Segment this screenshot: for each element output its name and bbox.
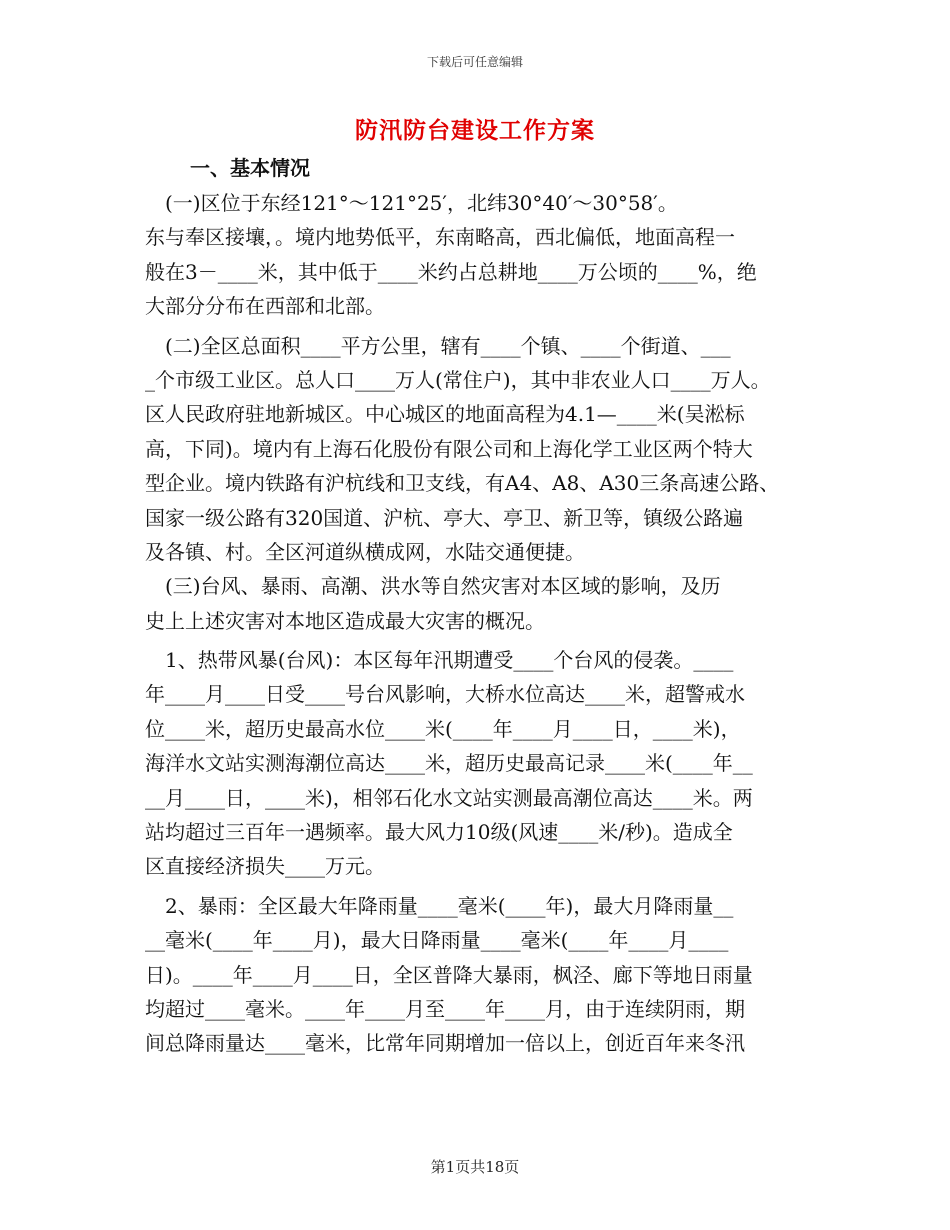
text-line: 年____月____日受____号台风影响，大桥水位高达____米，超警戒水 bbox=[145, 682, 745, 707]
section-heading: 一、基本情况 bbox=[190, 156, 310, 180]
document-title: 防汛防台建设工作方案 bbox=[355, 117, 595, 144]
text-line: 般在3－____米，其中低于____米约占总耕地____万公顷的____%，绝 bbox=[145, 259, 757, 284]
text-line: 型企业。境内铁路有沪杭线和卫支线，有A4、A8、A30三条高速公路、 bbox=[145, 471, 780, 496]
text-line: 海洋水文站实测海潮位高达____米，超历史最高记录____米(____年__ bbox=[145, 751, 753, 776]
text-line: 位____米，超历史最高水位____米(____年____月____日，____米)， bbox=[145, 716, 741, 741]
text-line: 区人民政府驻地新城区。中心城区的地面高程为4.1—____米(吴淞标 bbox=[145, 402, 745, 427]
text-line: _个市级工业区。总人口____万人(常住户)，其中非农业人口____万人。 bbox=[145, 367, 771, 392]
text-line: 东与奉区接壤，。境内地势低平，东南略高，西北偏低，地面高程一 bbox=[145, 225, 735, 250]
text-line: 史上上述灾害对本地区造成最大灾害的概况。 bbox=[145, 608, 545, 633]
text-line: 1、热带风暴(台风)：本区每年汛期遭受____个台风的侵袭。____ bbox=[145, 648, 734, 673]
text-line: 间总降雨量达____毫米，比常年同期增加一倍以上，创近百年来冬汛 bbox=[145, 1031, 745, 1056]
text-line: 日)。____年____月____日，全区普降大暴雨，枫泾、廊下等地日雨量 bbox=[145, 962, 753, 987]
page-header-note: 下载后可任意编辑 bbox=[426, 55, 523, 69]
text-line: 及各镇、村。全区河道纵横成网，水陆交通便捷。 bbox=[145, 539, 585, 564]
text-line: (一)区位于东经121°～121°25′，北纬30°40′～30°58′。 bbox=[145, 191, 678, 215]
text-line: 高，下同)。境内有上海石化股份有限公司和上海化学工业区两个特大 bbox=[145, 436, 753, 461]
document-body bbox=[145, 186, 815, 1061]
text-line: 大部分分布在西部和北部。 bbox=[145, 294, 385, 319]
text-line: 站均超过三百年一遇频率。最大风力10级(风速____米/秒)。造成全 bbox=[145, 820, 733, 845]
text-line: 区直接经济损失____万元。 bbox=[145, 854, 385, 879]
text-line: __毫米(____年____月)，最大日降雨量____毫米(____年____月____ bbox=[145, 928, 729, 953]
text-line: (二)全区总面积____平方公里，辖有____个镇、____个街道、___ bbox=[145, 333, 731, 358]
text-line: __月____日，____米)，相邻石化水文站实测最高潮位高达____米。两 bbox=[145, 785, 753, 810]
text-line: 2、暴雨：全区最大年降雨量____毫米(____年)，最大月降雨量__ bbox=[145, 893, 734, 918]
page-footer-number: 第1页共18页 bbox=[430, 1158, 520, 1176]
text-line: 国家一级公路有320国道、沪杭、亭大、亭卫、新卫等，镇级公路遍 bbox=[145, 505, 744, 530]
text-line: 均超过____毫米。____年____月至____年____月，由于连续阴雨，期 bbox=[145, 996, 745, 1021]
text-line: (三)台风、暴雨、高潮、洪水等自然灾害对本区域的影响，及历 bbox=[145, 574, 721, 599]
